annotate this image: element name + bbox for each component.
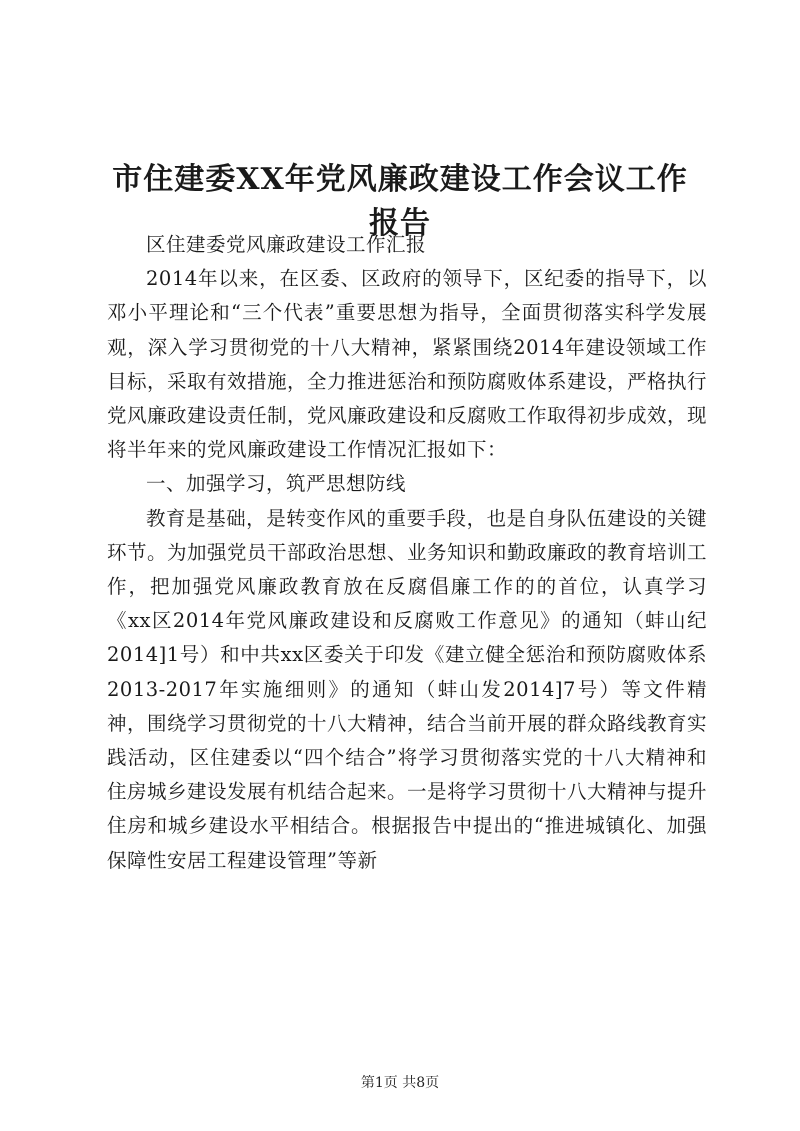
subtitle-paragraph: 区住建委党风廉政建设工作汇报 bbox=[146, 233, 427, 256]
document-body bbox=[107, 228, 707, 878]
intro-paragraph: 2014年以来，在区委、区政府的领导下，区纪委的指导下，以邓小平理论和“三个代表”重要思想为指导，全面贯彻落实科学发展观，深入学习贯彻党的十八大精神，紧紧围绕2014年建设领域工作目标，采取有效措施，全力推进惩治和预防腐败体系建设，严格执行党风廉政建设责任制，党风廉政建设和反腐败工作取得初步成效，现将半年来的党风廉政建设工作情况汇报如下： bbox=[107, 267, 708, 462]
document-title: 市住建委XX年党风廉政建设工作会议工作报告 bbox=[112, 162, 688, 242]
section-heading: 一、加强学习，筑严思想防线 bbox=[146, 472, 407, 496]
page-footer: 第1页 共8页 bbox=[360, 1075, 440, 1091]
body-paragraph: 教育是基础，是转变作风的重要手段，也是自身队伍建设的关键环节。为加强党员干部政治思想、业务知识和勤政廉政的教育培训工作，把加强党风廉政教育放在反腐倡廉工作的的首位，认真学习《xx区2014年党风廉政建设和反腐败工作意见》的通知（蚌山纪2014]1号）和中共xx区委关于印发《建立健全惩治和预防腐败体系2013-2017年实施细则》的通知（蚌山发2014]7号）等文件精神，围绕学习贯彻党的十八大精神，结合当前开展的群众路线教育实践活动，区住建委以“四个结合”将学习贯彻落实党的十八大精神和住房城乡建设发展有机结合起来。一是将学习贯彻十八大精神与提升住房和城乡建设水平相结合。根据报告中提出的“推进城镇化、加强保障性安居工程建设管理”等新 bbox=[107, 506, 708, 872]
